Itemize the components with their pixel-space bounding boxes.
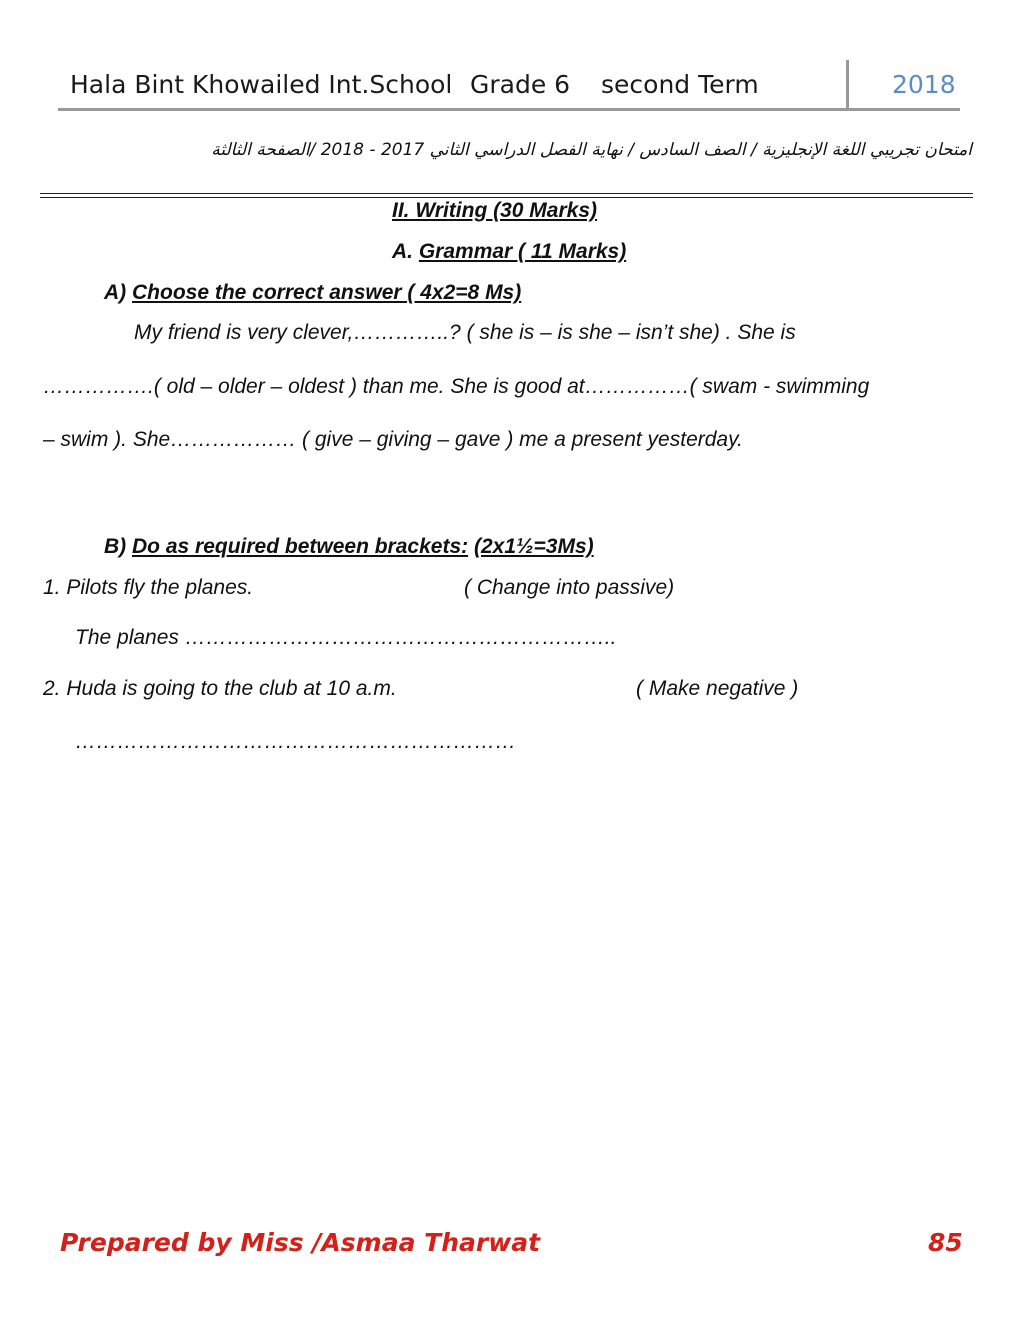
page-number: 85 — [928, 1228, 963, 1257]
arabic-subtitle: امتحان تجريبي اللغة الإنجليزية / الصف السادس / نهاية الفصل الدراسي الثاني 2017 - 2018 /الصفحة الثالثة — [211, 140, 972, 160]
question-2-answer-line: ……………………………………………………… — [75, 730, 516, 753]
subsection-title: Grammar ( 11 Marks) — [418, 240, 627, 263]
part-a-title: Choose the correct answer ( 4x2=8 Ms) — [132, 281, 522, 304]
grade-label: Grade 6 — [470, 70, 571, 99]
part-a-line-3: – swim ). She……………… ( give – giving – gave ) me a present yesterday. — [43, 428, 743, 451]
part-b-prefix: B) — [104, 535, 132, 558]
part-a-prefix: A) — [104, 281, 132, 304]
header-year: 2018 — [892, 70, 956, 99]
part-b-title: Do as required between brackets: — [132, 535, 469, 558]
part-b-marks: (2x1½=3Ms) — [473, 535, 594, 558]
part-b-heading — [104, 535, 594, 559]
section-title: II. Writing (30 Marks) — [392, 199, 597, 222]
part-a-line-2: …………….( old – older – oldest ) than me. She is good at……………( swam - swimming — [43, 375, 870, 398]
question-2: 2. Huda is going to the club at 10 a.m. — [43, 677, 397, 700]
part-a-line-1: My friend is very clever,…………..? ( she is – is she – isn’t she) . She is — [134, 321, 796, 344]
question-1-instruction: ( Change into passive) — [464, 576, 675, 599]
footer-prepared-by: Prepared by Miss /Asmaa Tharwat — [60, 1228, 541, 1257]
subsection-prefix: A. — [392, 240, 419, 263]
question-2-instruction: ( Make negative ) — [636, 677, 799, 700]
term-label: second Term — [601, 70, 759, 99]
part-a-heading — [104, 281, 521, 305]
header-underline — [58, 108, 960, 111]
header-divider — [846, 60, 849, 110]
subsection-heading — [392, 240, 626, 264]
school-name: Hala Bint Khowailed Int.School — [70, 70, 453, 99]
section-rule-top — [40, 193, 973, 194]
question-1-answer-line: The planes …………………………………………………….. — [75, 626, 617, 649]
section-rule-bottom — [40, 197, 973, 198]
question-1: 1. Pilots fly the planes. — [43, 576, 254, 599]
